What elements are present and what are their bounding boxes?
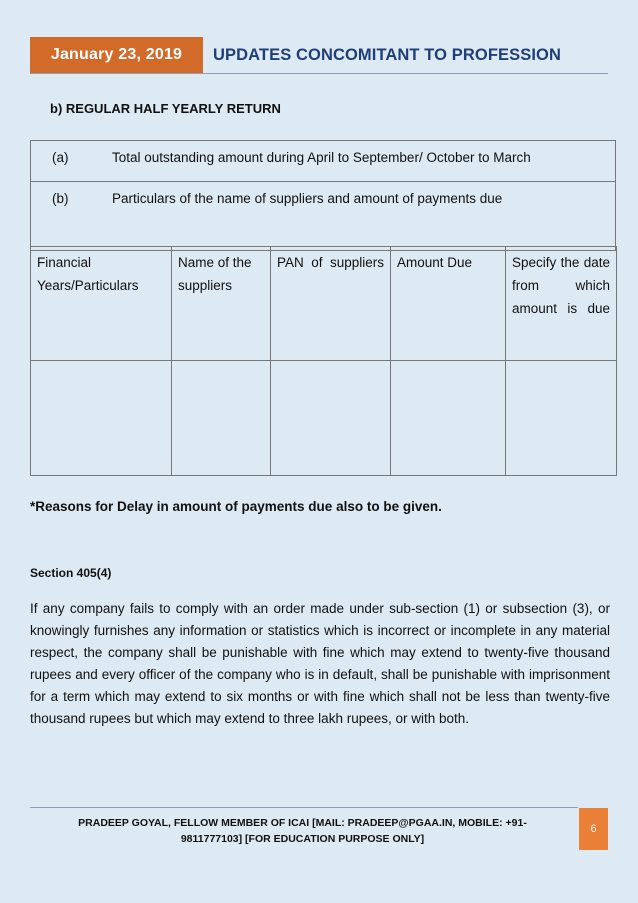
page-number: 6 [579, 808, 608, 850]
table-cell [31, 361, 172, 476]
item-text: Total outstanding amount during April to September/ October to March [112, 150, 531, 165]
column-header: Amount Due [391, 247, 506, 361]
table-cell [271, 361, 391, 476]
footer-divider [30, 807, 578, 808]
table-cell [506, 361, 617, 476]
table-row [31, 361, 617, 476]
section-title: Section 405(4) [30, 566, 112, 580]
header-date: January 23, 2019 [30, 37, 203, 73]
item-mark: (b) [52, 191, 69, 206]
table-cell [172, 361, 271, 476]
table-header-row [31, 247, 617, 361]
column-header: Specify the date from which amount is due [506, 247, 617, 361]
footer-text: PRADEEP GOYAL, FELLOW MEMBER OF ICAI [MAIL: PRADEEP@PGAA.IN, MOBILE: +91-9811777103] [FOR EDUCATION PURPOSE ONLY] [78, 817, 527, 845]
items-table [30, 140, 616, 251]
column-header: Name of the suppliers [172, 247, 271, 361]
item-row [31, 141, 616, 182]
section-body: If any company fails to comply with an order made under sub-section (1) or subsection (3), or knowingly furnishes any information or statistics which is incorrect or incomplete in any material respect, the company shall be punishable with fine which may extend to twenty-five thousand rupees and every officer of the company who is in default, shall be punishable with imprisonment for a term which may extend to six months or with fine which shall not be less than twenty-five thousand rupees but which may extend to three lakh rupees, or with both. [30, 601, 610, 726]
suppliers-table [30, 246, 617, 476]
item-mark: (a) [52, 150, 69, 165]
delay-note: *Reasons for Delay in amount of payments due also to be given. [30, 499, 442, 514]
header-title: UPDATES CONCOMITANT TO PROFESSION [213, 45, 561, 64]
page-header [30, 37, 608, 74]
column-header: PAN of suppliers [271, 247, 391, 361]
column-header: Financial Years/Particulars [31, 247, 172, 361]
table-cell [391, 361, 506, 476]
item-text: Particulars of the name of suppliers and amount of payments due [112, 191, 503, 206]
sub-heading: b) REGULAR HALF YEARLY RETURN [50, 101, 281, 116]
item-row [31, 182, 616, 251]
